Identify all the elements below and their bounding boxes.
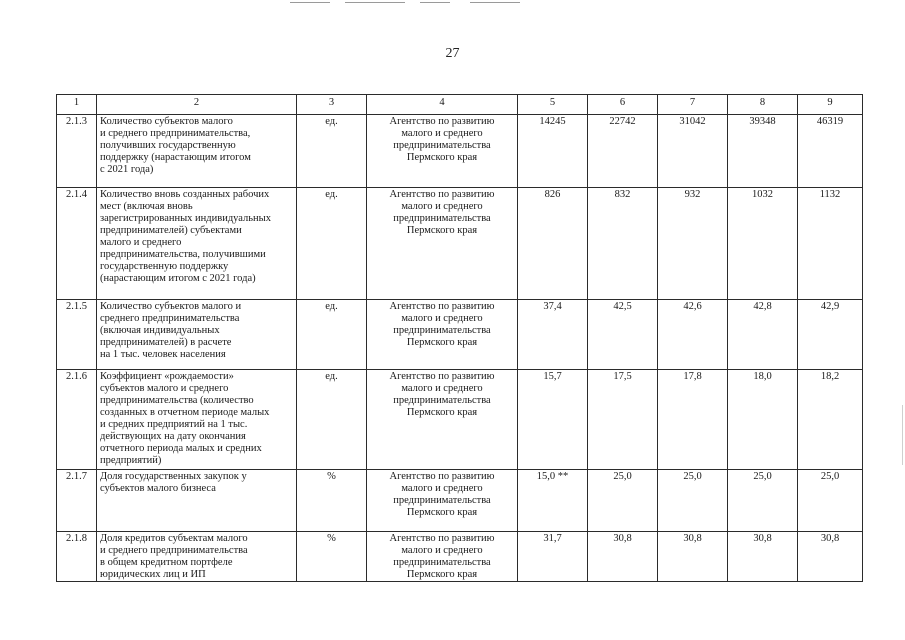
value-cell-col6: 832 [588, 188, 658, 300]
page-number: 27 [445, 46, 460, 61]
responsible-org-cell: Агентство по развитию малого и среднего предпринимательства Пермского края [367, 115, 518, 188]
table-row [57, 115, 863, 188]
value-cell-col9: 42,9 [798, 300, 863, 370]
table-row [57, 370, 863, 470]
value-cell-col7: 932 [658, 188, 728, 300]
header-cell-5: 5 [518, 95, 588, 115]
unit-cell: ед. [297, 188, 367, 300]
value-cell-col5: 15,7 [518, 370, 588, 470]
table-row [57, 188, 863, 300]
header-cell-1: 1 [57, 95, 97, 115]
unit-cell: ед. [297, 300, 367, 370]
indicators-table [56, 94, 863, 582]
scan-edge-mark [902, 405, 903, 465]
value-cell-col8: 18,0 [728, 370, 798, 470]
value-cell-col5: 14245 [518, 115, 588, 188]
value-cell-col8: 30,8 [728, 532, 798, 582]
value-cell-col6: 22742 [588, 115, 658, 188]
value-cell-col9: 30,8 [798, 532, 863, 582]
table-row [57, 470, 863, 532]
responsible-org-cell: Агентство по развитию малого и среднего предпринимательства Пермского края [367, 470, 518, 532]
row-id-cell: 2.1.6 [57, 370, 97, 470]
responsible-org-cell: Агентство по развитию малого и среднего предпринимательства Пермского края [367, 300, 518, 370]
value-cell-col7: 25,0 [658, 470, 728, 532]
indicator-name-cell: Количество субъектов малого и среднего предпринимательства, получивших государственную поддержку (нарастающим итогом с 2021 года) [97, 115, 297, 188]
indicator-name-cell: Доля государственных закупок у субъектов малого бизнеса [97, 470, 297, 532]
unit-cell: ед. [297, 115, 367, 188]
header-cell-6: 6 [588, 95, 658, 115]
unit-cell: ед. [297, 370, 367, 470]
value-cell-col8: 1032 [728, 188, 798, 300]
row-id-cell: 2.1.3 [57, 115, 97, 188]
table-row [57, 532, 863, 582]
row-id-cell: 2.1.7 [57, 470, 97, 532]
header-cell-2: 2 [97, 95, 297, 115]
value-cell-col6: 25,0 [588, 470, 658, 532]
table-header [57, 95, 863, 115]
header-cell-3: 3 [297, 95, 367, 115]
value-cell-col9: 1132 [798, 188, 863, 300]
header-cell-7: 7 [658, 95, 728, 115]
value-cell-col9: 25,0 [798, 470, 863, 532]
unit-cell: % [297, 470, 367, 532]
value-cell-col7: 17,8 [658, 370, 728, 470]
unit-cell: % [297, 532, 367, 582]
value-cell-col6: 17,5 [588, 370, 658, 470]
indicator-name-cell: Количество субъектов малого и среднего предпринимательства (включая индивидуальных предпринимателей) в расчете на 1 тыс. человек населения [97, 300, 297, 370]
scan-top-marks [0, 0, 905, 6]
row-id-cell: 2.1.5 [57, 300, 97, 370]
value-cell-col6: 30,8 [588, 532, 658, 582]
indicator-name-cell: Коэффициент «рождаемости» субъектов малого и среднего предпринимательства (количество созданных в отчетном периоде малых и средних предприятий на 1 тыс. действующих на дату окончания отчетного периода малых и средних предприятий) [97, 370, 297, 470]
table-body [57, 115, 863, 582]
responsible-org-cell: Агентство по развитию малого и среднего предпринимательства Пермского края [367, 370, 518, 470]
header-cell-9: 9 [798, 95, 863, 115]
value-cell-col6: 42,5 [588, 300, 658, 370]
value-cell-col5: 31,7 [518, 532, 588, 582]
value-cell-col7: 30,8 [658, 532, 728, 582]
value-cell-col5: 37,4 [518, 300, 588, 370]
header-row [57, 95, 863, 115]
header-cell-8: 8 [728, 95, 798, 115]
table-row [57, 300, 863, 370]
indicator-name-cell: Доля кредитов субъектам малого и среднего предпринимательства в общем кредитном портфеле юридических лиц и ИП [97, 532, 297, 582]
row-id-cell: 2.1.8 [57, 532, 97, 582]
value-cell-col8: 39348 [728, 115, 798, 188]
row-id-cell: 2.1.4 [57, 188, 97, 300]
value-cell-col9: 46319 [798, 115, 863, 188]
value-cell-col7: 42,6 [658, 300, 728, 370]
responsible-org-cell: Агентство по развитию малого и среднего предпринимательства Пермского края [367, 532, 518, 582]
value-cell-col8: 42,8 [728, 300, 798, 370]
value-cell-col5: 15,0 ** [518, 470, 588, 532]
header-cell-4: 4 [367, 95, 518, 115]
value-cell-col5: 826 [518, 188, 588, 300]
value-cell-col8: 25,0 [728, 470, 798, 532]
responsible-org-cell: Агентство по развитию малого и среднего предпринимательства Пермского края [367, 188, 518, 300]
value-cell-col9: 18,2 [798, 370, 863, 470]
indicator-name-cell: Количество вновь созданных рабочих мест (включая вновь зарегистрированных индивидуальных предпринимателей) субъектами малого и среднего предпринимательства, получившими государственную поддержку (нарастающим итогом с 2021 года) [97, 188, 297, 300]
value-cell-col7: 31042 [658, 115, 728, 188]
